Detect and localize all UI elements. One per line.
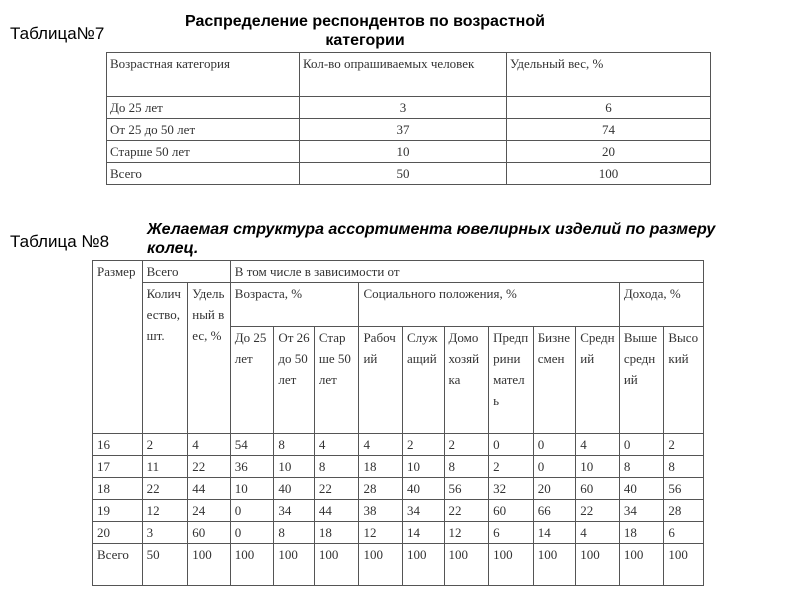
table8-subheader-cell: Служащий: [403, 327, 445, 434]
table8-header-social: Социального положения, %: [359, 283, 619, 327]
table8-cell: 0: [533, 456, 576, 478]
table8-cell: 28: [664, 500, 704, 522]
table8-header-size: Размер: [93, 261, 143, 434]
table7-cell: 6: [507, 97, 711, 119]
table8-cell: 20: [93, 522, 143, 544]
table8-cell: 22: [444, 500, 489, 522]
table8-cell: 32: [489, 478, 534, 500]
table8-cell: 20: [533, 478, 576, 500]
table7-cell: От 25 до 50 лет: [107, 119, 300, 141]
table8-cell: 22: [576, 500, 620, 522]
table8-subheader-cell: Рабочий: [359, 327, 403, 434]
table7-row: [107, 163, 711, 185]
table8-cell: 100: [664, 544, 704, 586]
table8-cell: 60: [188, 522, 231, 544]
table8-cell: 100: [576, 544, 620, 586]
table7: [106, 52, 711, 185]
table8-cell: 60: [576, 478, 620, 500]
table8-cell: 8: [444, 456, 489, 478]
table8-cell: 18: [619, 522, 664, 544]
table8-cell: 12: [142, 500, 188, 522]
table8-row: [93, 434, 704, 456]
table7-cell: 3: [300, 97, 507, 119]
table8-cell: 56: [664, 478, 704, 500]
table8: [92, 260, 704, 586]
table8-header-row: [93, 283, 704, 327]
table8-cell: 34: [619, 500, 664, 522]
table8-row: [93, 500, 704, 522]
table7-cell: 10: [300, 141, 507, 163]
table8-subheader-cell: Выше средний: [619, 327, 664, 434]
table8-cell: 100: [274, 544, 315, 586]
table8-row: [93, 478, 704, 500]
table8-subheader-cell: Бизнесмен: [533, 327, 576, 434]
table8-subheader-cell: Средний: [576, 327, 620, 434]
table7-cell: 50: [300, 163, 507, 185]
table8-cell: 8: [664, 456, 704, 478]
table7-cell: До 25 лет: [107, 97, 300, 119]
table8-cell: 0: [489, 434, 534, 456]
table7-header-row: [107, 53, 711, 97]
table8-row: [93, 522, 704, 544]
table8-cell: 4: [359, 434, 403, 456]
table8-cell: 12: [444, 522, 489, 544]
table8-cell: 22: [314, 478, 359, 500]
table8-cell: 56: [444, 478, 489, 500]
table8-row: [93, 456, 704, 478]
table8-cell: 22: [142, 478, 188, 500]
table7-cell: 74: [507, 119, 711, 141]
table8-cell: 2: [142, 434, 188, 456]
table8-cell: 2: [664, 434, 704, 456]
table8-cell: 6: [489, 522, 534, 544]
table8-cell: 8: [274, 522, 315, 544]
table8-cell: 16: [93, 434, 143, 456]
table7-cell: 37: [300, 119, 507, 141]
table7-cell: Всего: [107, 163, 300, 185]
table8-subheader-cell: От 26 до 50 лет: [274, 327, 315, 434]
table8-header-total: Всего: [142, 261, 230, 283]
table8-cell: 38: [359, 500, 403, 522]
table8-cell: 22: [188, 456, 231, 478]
table7-cell: Старше 50 лет: [107, 141, 300, 163]
table7-label: Таблица№7: [10, 24, 105, 43]
table8-cell: 18: [314, 522, 359, 544]
table8-subheader-cell: До 25 лет: [230, 327, 274, 434]
table8-header-row: [93, 261, 704, 283]
table8-row: [93, 544, 704, 586]
table8-cell: 100: [444, 544, 489, 586]
table7-header-cell: Возрастная категория: [107, 53, 300, 97]
table8-cell: 60: [489, 500, 534, 522]
table8-subheader-cell: Предприниматель: [489, 327, 534, 434]
table8-subheader-cell: Старше 50 лет: [314, 327, 359, 434]
table8-cell: 4: [576, 522, 620, 544]
table8-cell: 54: [230, 434, 274, 456]
table8-subheader-cell: Высокий: [664, 327, 704, 434]
table8-cell: 100: [403, 544, 445, 586]
table8-header-count: Количество, шт.: [142, 283, 188, 434]
table7-title: [160, 12, 570, 50]
table8-cell: 6: [664, 522, 704, 544]
table8-cell: 40: [403, 478, 445, 500]
table8-cell: 40: [274, 478, 315, 500]
table8-cell: 2: [489, 456, 534, 478]
table8-cell: 100: [230, 544, 274, 586]
table8-cell: 28: [359, 478, 403, 500]
table8-cell: 40: [619, 478, 664, 500]
table8-cell: 12: [359, 522, 403, 544]
table7-cell: 20: [507, 141, 711, 163]
table8-cell: 10: [230, 478, 274, 500]
table8-cell: 36: [230, 456, 274, 478]
table8-title-line2: колец.: [147, 240, 199, 257]
table8-title-line1: Желаемая структура ассортимента ювелирных изделий по размеру: [147, 221, 716, 238]
table8-cell: 0: [230, 500, 274, 522]
table7-title-line2: категории: [325, 32, 405, 49]
table8-cell: Всего: [93, 544, 143, 586]
table8-cell: 4: [576, 434, 620, 456]
table8-cell: 4: [314, 434, 359, 456]
table8-cell: 10: [576, 456, 620, 478]
table7-title-line1: Распределение респондентов по возрастной: [185, 13, 545, 30]
table8-cell: 34: [274, 500, 315, 522]
table8-cell: 8: [619, 456, 664, 478]
table8-cell: 0: [533, 434, 576, 456]
table8-cell: 8: [274, 434, 315, 456]
table7-row: [107, 97, 711, 119]
table8-header-including: В том числе в зависимости от: [230, 261, 703, 283]
table8-cell: 2: [403, 434, 445, 456]
table8-cell: 10: [274, 456, 315, 478]
table8-cell: 2: [444, 434, 489, 456]
table8-cell: 44: [314, 500, 359, 522]
table8-cell: 100: [619, 544, 664, 586]
table8-cell: 100: [489, 544, 534, 586]
table7-header-cell: Удельный вес, %: [507, 53, 711, 97]
table8-cell: 100: [533, 544, 576, 586]
table8-cell: 3: [142, 522, 188, 544]
table8-cell: 0: [230, 522, 274, 544]
table8-header-income: Дохода, %: [619, 283, 703, 327]
table8-cell: 66: [533, 500, 576, 522]
table8-header-age: Возраста, %: [230, 283, 359, 327]
table8-cell: 10: [403, 456, 445, 478]
table8-cell: 18: [359, 456, 403, 478]
table8-cell: 24: [188, 500, 231, 522]
table8-cell: 19: [93, 500, 143, 522]
table8-cell: 14: [403, 522, 445, 544]
table8-cell: 50: [142, 544, 188, 586]
table8-cell: 11: [142, 456, 188, 478]
table8-cell: 14: [533, 522, 576, 544]
table8-cell: 100: [314, 544, 359, 586]
table8-title: [147, 220, 787, 258]
table8-label: Таблица №8: [10, 232, 110, 251]
table7-cell: 100: [507, 163, 711, 185]
table8-cell: 8: [314, 456, 359, 478]
table7-row: [107, 119, 711, 141]
table8-subheader-cell: Домохозяйка: [444, 327, 489, 434]
table8-cell: 100: [188, 544, 231, 586]
table8-cell: 4: [188, 434, 231, 456]
table8-cell: 44: [188, 478, 231, 500]
table8-cell: 17: [93, 456, 143, 478]
table8-cell: 100: [359, 544, 403, 586]
table8-cell: 0: [619, 434, 664, 456]
table8-cell: 18: [93, 478, 143, 500]
table7-row: [107, 141, 711, 163]
table8-cell: 34: [403, 500, 445, 522]
table7-header-cell: Кол-во опрашиваемых человек: [300, 53, 507, 97]
table8-body: [93, 434, 704, 586]
table8-header-share: Удельный вес, %: [188, 283, 231, 434]
